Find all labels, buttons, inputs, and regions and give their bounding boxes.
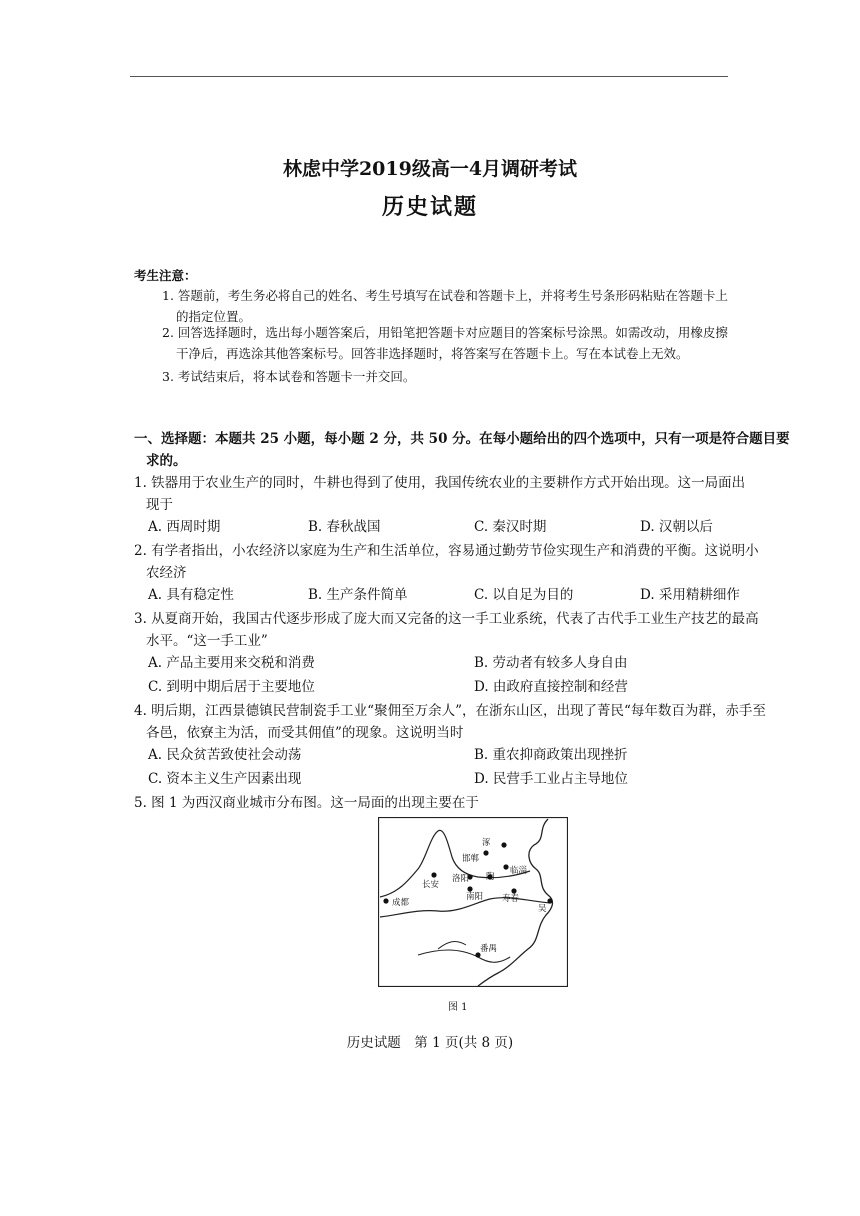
question-3 xyxy=(134,608,810,652)
question-3-line1: 3. 从夏商开始，我国古代逐步形成了庞大而又完备的这一手工业系统，代表了古代手工业生产技艺的最高 xyxy=(134,611,759,627)
city-label-zhuo: 涿 xyxy=(482,838,491,848)
city-label-luoyang: 洛阳 xyxy=(452,874,470,884)
question-4-options-row1 xyxy=(148,744,808,766)
option-b: B. 重农抑商政策出现挫折 xyxy=(474,747,628,763)
city-label-tao: 陶 xyxy=(486,872,495,882)
city-dot-wu xyxy=(547,898,552,903)
question-4 xyxy=(134,700,810,744)
notice-item-1-cont: 的指定位置。 xyxy=(176,309,252,324)
city-label-changan: 长安 xyxy=(422,880,440,890)
notice-heading: 考生注意： xyxy=(134,268,197,283)
option-d: D. 民营手工业占主导地位 xyxy=(474,771,628,787)
section-heading-line2: 求的。 xyxy=(146,453,187,469)
question-2-line1: 2. 有学者指出，小农经济以家庭为生产和生活单位，容易通过勤劳节俭实现生产和消费的平衡。这说明小 xyxy=(134,543,759,559)
city-dot-zhuo xyxy=(501,842,506,847)
city-dot-handan xyxy=(483,850,488,855)
city-label-linzi: 临淄 xyxy=(510,866,528,876)
option-a: A. 具有稳定性 xyxy=(148,587,234,603)
section-heading-line1: 一、选择题：本题共 25 小题，每小题 2 分，共 50 分。在每小题给出的四个选项中，只有一项是符合题目要 xyxy=(134,431,790,447)
exam-title: 林虑中学2019级高一4月调研考试 xyxy=(282,158,578,180)
question-1-line2: 现于 xyxy=(146,497,173,513)
city-dot-shouchun xyxy=(511,888,516,893)
option-b: B. 劳动者有较多人身自由 xyxy=(474,655,628,671)
page-footer: 历史试题 第 1 页(共 8 页) xyxy=(346,1035,514,1051)
option-c: C. 秦汉时期 xyxy=(474,519,547,535)
question-5-line1: 5. 图 1 为西汉商业城市分布图。这一局面的出现主要在于 xyxy=(134,795,479,811)
option-a: A. 民众贫苦致使社会动荡 xyxy=(148,747,302,763)
city-label-shouchun: 寿春 xyxy=(502,894,520,904)
question-4-options-row2 xyxy=(148,768,808,790)
city-dot-chengdu xyxy=(383,898,388,903)
question-5 xyxy=(134,792,810,814)
option-c: C. 以自足为目的 xyxy=(474,587,574,603)
city-label-handan: 邯郸 xyxy=(462,854,480,864)
subject-title: 历史试题 xyxy=(381,194,478,220)
option-a: A. 西周时期 xyxy=(148,519,221,535)
city-dot-linzi xyxy=(503,864,508,869)
option-c: C. 到明中期后居于主要地位 xyxy=(148,679,315,695)
figure-caption: 图 1 xyxy=(448,1002,468,1013)
city-dot-changan xyxy=(431,872,436,877)
pearl-river-tributary xyxy=(438,942,466,949)
notice-item-2-cont: 干净后，再选涂其他答案标号。回答非选择题时，将答案写在答题卡上。写在本试卷上无效。 xyxy=(176,346,689,361)
western-han-commercial-cities-map xyxy=(378,817,568,987)
question-2-line2: 农经济 xyxy=(146,565,187,581)
option-b: B. 春秋战国 xyxy=(308,519,381,535)
city-label-panyu: 番禺 xyxy=(480,944,498,954)
question-1 xyxy=(134,472,810,516)
question-4-line2: 各邑，依寮主为活，而受其佣值”的现象。这说明当时 xyxy=(146,725,464,741)
option-a: A. 产品主要用来交税和消费 xyxy=(148,655,315,671)
option-b: B. 生产条件简单 xyxy=(308,587,408,603)
question-1-options xyxy=(148,516,808,538)
question-2 xyxy=(134,540,810,584)
option-d: D. 采用精耕细作 xyxy=(640,587,740,603)
city-label-wu: 吴 xyxy=(538,904,547,914)
notice-item-3: 3. 考试结束后，将本试卷和答题卡一并交回。 xyxy=(162,369,416,384)
question-1-line1: 1. 铁器用于农业生产的同时，牛耕也得到了使用，我国传统农业的主要耕作方式开始出现。这一局面出 xyxy=(134,475,746,491)
notice-item-1: 1. 答题前，考生务必将自己的姓名、考生号填写在试卷和答题卡上，并将考生号条形码粘贴在答题卡上 xyxy=(162,288,728,303)
question-3-options-row2 xyxy=(148,676,808,698)
top-rule xyxy=(130,76,728,77)
option-d: D. 由政府直接控制和经营 xyxy=(474,679,628,695)
city-label-nanyang: 南阳 xyxy=(466,892,484,902)
option-d: D. 汉朝以后 xyxy=(640,519,713,535)
question-3-line2: 水平。“这一手工业” xyxy=(146,633,268,649)
city-label-chengdu: 成都 xyxy=(392,898,410,908)
yellow-river xyxy=(380,830,530,897)
question-3-options-row1 xyxy=(148,652,808,674)
option-c: C. 资本主义生产因素出现 xyxy=(148,771,302,787)
section-heading xyxy=(134,428,810,472)
question-2-options xyxy=(148,584,808,606)
city-dot-nanyang xyxy=(467,886,472,891)
question-4-line1: 4. 明后期，江西景德镇民营制瓷手工业“聚佣至万余人”，在浙东山区，出现了菁民“每年数百为群，赤手至 xyxy=(134,703,766,719)
notice-item-2: 2. 回答选择题时，选出每小题答案后，用铅笔把答题卡对应题目的答案标号涂黑。如需改动，用橡皮擦 xyxy=(162,325,728,340)
